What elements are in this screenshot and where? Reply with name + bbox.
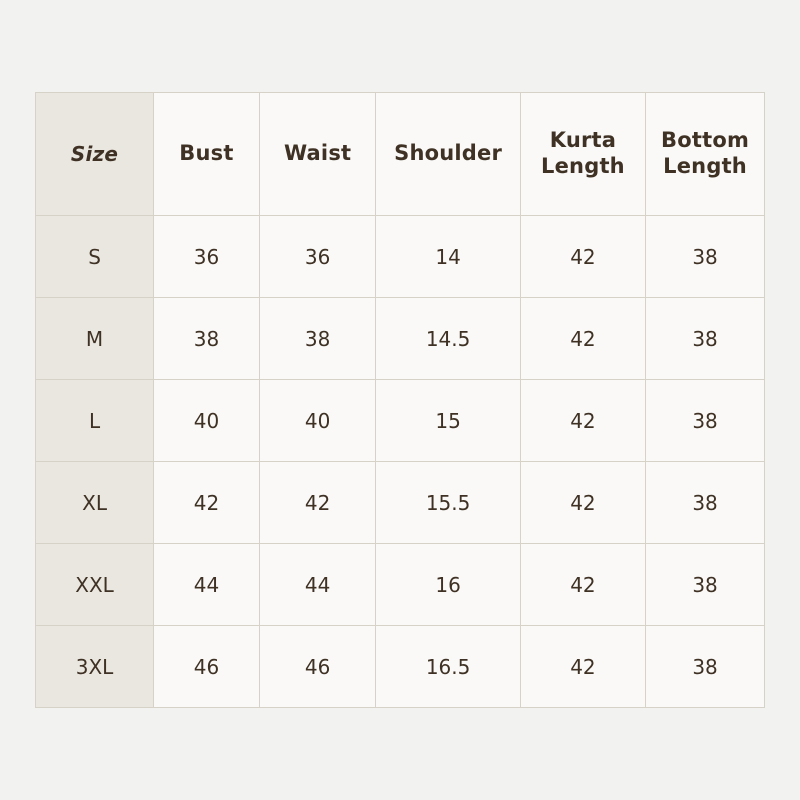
cell-waist: 46 bbox=[259, 626, 376, 708]
cell-kurta-length: 42 bbox=[520, 544, 645, 626]
cell-size: S bbox=[36, 216, 154, 298]
cell-shoulder: 16.5 bbox=[376, 626, 520, 708]
cell-kurta-length: 42 bbox=[520, 298, 645, 380]
kurta-length-line-1: Kurta bbox=[549, 128, 617, 153]
cell-waist: 40 bbox=[259, 380, 376, 462]
cell-waist: 36 bbox=[259, 216, 376, 298]
cell-waist: 44 bbox=[259, 544, 376, 626]
cell-shoulder: 15.5 bbox=[376, 462, 520, 544]
cell-bust: 38 bbox=[154, 298, 260, 380]
cell-bottom-length: 38 bbox=[646, 626, 765, 708]
cell-bust: 44 bbox=[154, 544, 260, 626]
cell-bust: 36 bbox=[154, 216, 260, 298]
column-header-size: Size bbox=[36, 93, 154, 216]
cell-kurta-length: 42 bbox=[520, 216, 645, 298]
size-chart-table bbox=[35, 92, 765, 708]
column-header-shoulder: Shoulder bbox=[376, 93, 520, 216]
kurta-length-line-2: Length bbox=[541, 154, 625, 178]
cell-bottom-length: 38 bbox=[646, 380, 765, 462]
table-row bbox=[36, 544, 765, 626]
table-row bbox=[36, 380, 765, 462]
column-header-bottom-length bbox=[646, 93, 765, 216]
cell-size: L bbox=[36, 380, 154, 462]
cell-waist: 38 bbox=[259, 298, 376, 380]
cell-kurta-length: 42 bbox=[520, 380, 645, 462]
cell-kurta-length: 42 bbox=[520, 462, 645, 544]
cell-shoulder: 14 bbox=[376, 216, 520, 298]
cell-size: 3XL bbox=[36, 626, 154, 708]
cell-bust: 42 bbox=[154, 462, 260, 544]
cell-shoulder: 14.5 bbox=[376, 298, 520, 380]
table-body bbox=[36, 216, 765, 708]
table-row bbox=[36, 216, 765, 298]
table-row bbox=[36, 298, 765, 380]
cell-bottom-length: 38 bbox=[646, 298, 765, 380]
cell-size: M bbox=[36, 298, 154, 380]
bottom-length-line-1: Bottom bbox=[661, 128, 750, 153]
table-row bbox=[36, 462, 765, 544]
size-chart-container bbox=[35, 92, 765, 708]
cell-bottom-length: 38 bbox=[646, 544, 765, 626]
cell-size: XXL bbox=[36, 544, 154, 626]
cell-kurta-length: 42 bbox=[520, 626, 645, 708]
cell-size: XL bbox=[36, 462, 154, 544]
column-header-bust: Bust bbox=[154, 93, 260, 216]
cell-bottom-length: 38 bbox=[646, 462, 765, 544]
table-header bbox=[36, 93, 765, 216]
cell-bust: 46 bbox=[154, 626, 260, 708]
column-header-waist: Waist bbox=[259, 93, 376, 216]
cell-waist: 42 bbox=[259, 462, 376, 544]
cell-bust: 40 bbox=[154, 380, 260, 462]
bottom-length-line-2: Length bbox=[663, 154, 747, 178]
cell-shoulder: 15 bbox=[376, 380, 520, 462]
header-row bbox=[36, 93, 765, 216]
table-row bbox=[36, 626, 765, 708]
column-header-kurta-length bbox=[520, 93, 645, 216]
cell-bottom-length: 38 bbox=[646, 216, 765, 298]
cell-shoulder: 16 bbox=[376, 544, 520, 626]
